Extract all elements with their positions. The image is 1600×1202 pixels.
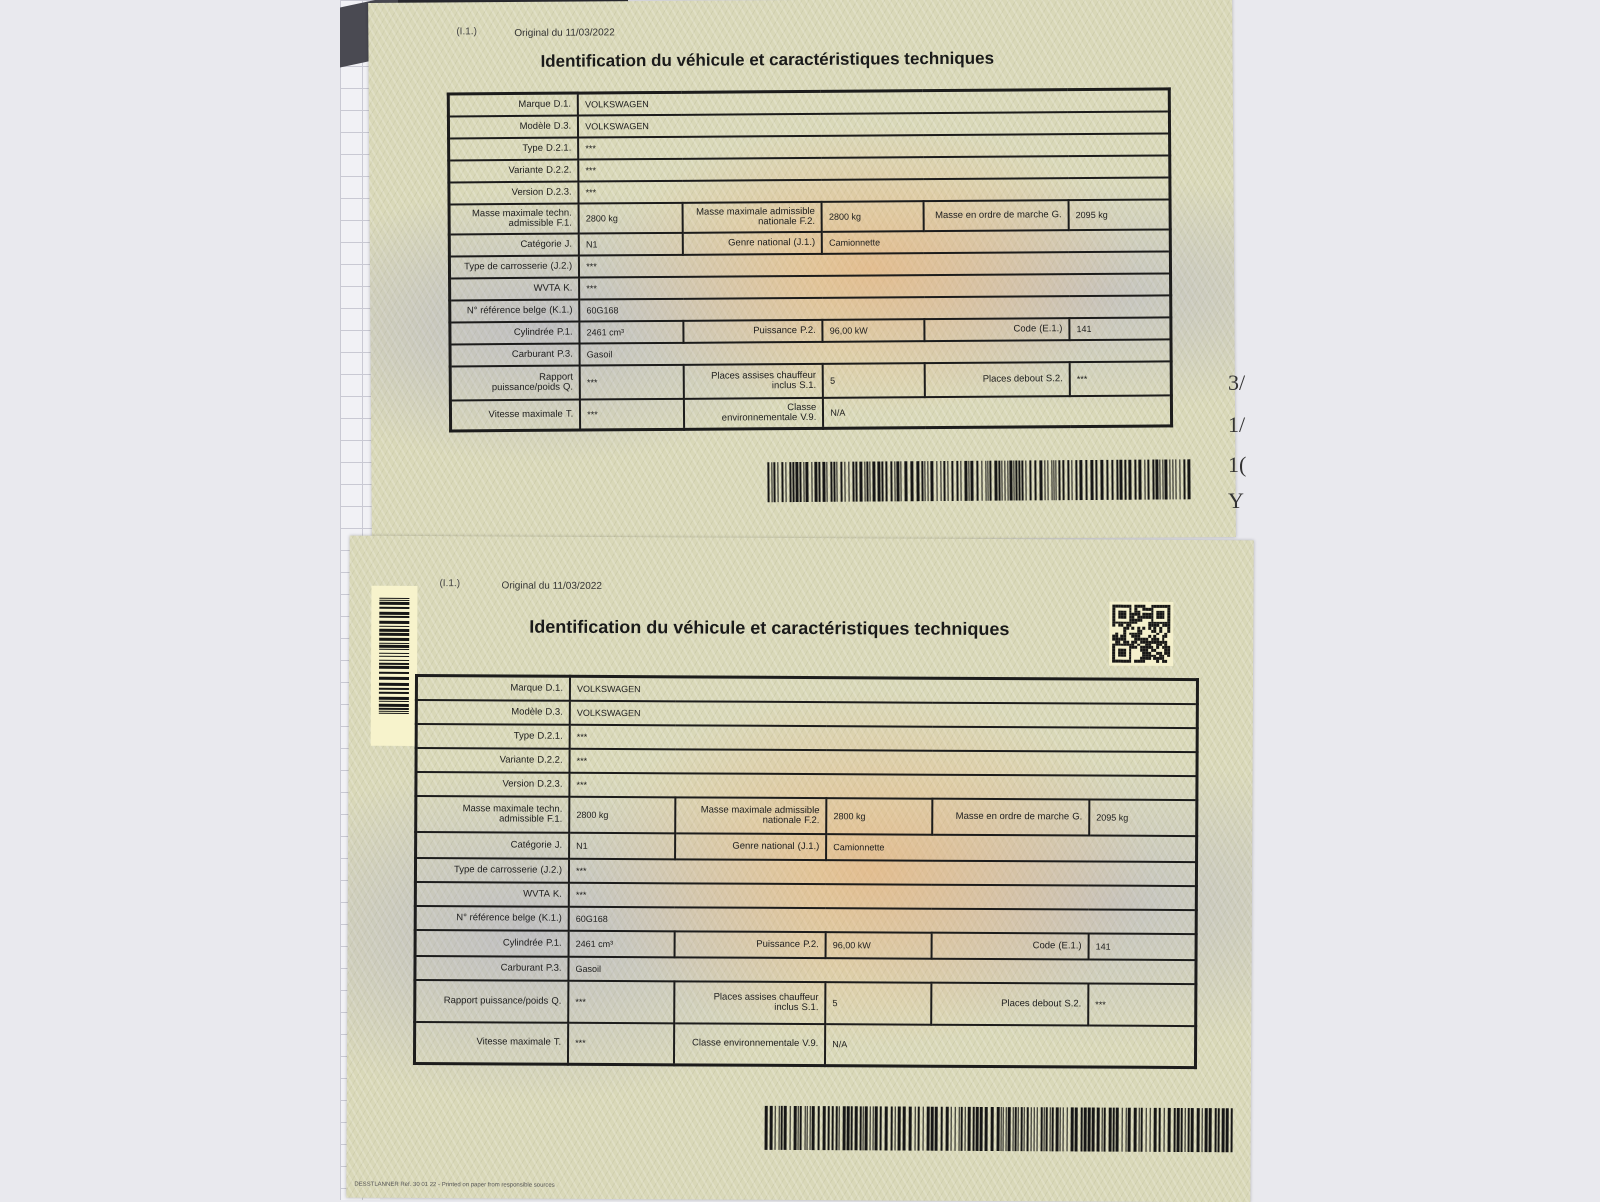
barcode: [767, 459, 1195, 502]
label-marque: Marque D.1.: [416, 675, 570, 700]
label-places-assises: Places assises chauffeur inclus S.1.: [674, 981, 826, 1024]
vertical-barcode: [379, 598, 410, 718]
value-puissance: 96,00 kW: [823, 319, 925, 342]
value-type: ***: [570, 724, 1198, 751]
vehicle-form-bottom: [413, 674, 1199, 1069]
label-places-assises: Places assises chauffeur inclus S.1.: [683, 364, 823, 399]
value-wvta: ***: [569, 882, 1197, 909]
value-code-e1: 141: [1089, 933, 1197, 960]
label-type: Type D.2.1.: [449, 138, 579, 161]
value-code-e1: 141: [1069, 317, 1171, 340]
original-date: Original du 11/03/2022: [501, 580, 602, 592]
value-variante: ***: [578, 155, 1169, 181]
original-date: Original du 11/03/2022: [514, 27, 615, 40]
row-categorie: [416, 831, 1197, 861]
label-variante: Variante D.2.2.: [416, 747, 570, 772]
value-wvta: ***: [579, 273, 1170, 299]
label-type: Type D.2.1.: [416, 723, 570, 748]
label-places-debout: Places debout S.2.: [931, 982, 1089, 1025]
background-handwriting: 1(: [1228, 452, 1247, 477]
label-rapport: Rapport puissance/poids Q.: [450, 366, 580, 401]
value-classe-env: N/A: [823, 395, 1171, 427]
value-rapport: ***: [568, 980, 674, 1023]
label-masse-max-techn: Masse maximale techn. admissible F.1.: [416, 795, 570, 832]
label-categorie: Catégorie J.: [449, 234, 579, 257]
label-vitesse: Vitesse maximale T.: [414, 1021, 568, 1064]
label-wvta: WVTA K.: [415, 881, 569, 906]
value-genre-national: Camionnette: [822, 229, 1170, 253]
label-puissance: Puissance P.2.: [683, 320, 823, 343]
label-ref-belge: N° référence belge (K.1.): [450, 300, 580, 323]
background-handwriting: 1/: [1228, 412, 1246, 437]
row-vitesse: [450, 395, 1171, 430]
label-modele: Modèle D.3.: [448, 116, 578, 139]
print-footer: DESSTLANNER Ref. 30 01 22 - Printed on paper from responsible sources: [354, 1181, 555, 1189]
value-places-debout: ***: [1070, 361, 1172, 396]
serial-number: (I.1.): [439, 578, 461, 590]
value-puissance: 96,00 kW: [826, 932, 932, 959]
label-code-e1: Code (E.1.): [924, 318, 1069, 341]
document-title: Identification du véhicule et caractéristiques techniques: [529, 616, 1010, 640]
value-masse-ordre: 2095 kg: [1069, 199, 1171, 230]
value-cylindree: 2461 cm³: [569, 930, 675, 957]
value-modele: VOLKSWAGEN: [570, 700, 1198, 727]
value-places-assises: 5: [825, 982, 931, 1025]
label-rapport: Rapport puissance/poids Q.: [415, 979, 569, 1022]
label-vitesse: Vitesse maximale T.: [450, 400, 580, 431]
label-type-carrosserie: Type de carrosserie (J.2.): [449, 256, 579, 279]
row-places: [450, 361, 1171, 400]
value-masse-max-techn: 2800 kg: [569, 796, 675, 833]
value-masse-ordre: 2095 kg: [1089, 799, 1197, 836]
value-places-assises: 5: [823, 363, 925, 398]
value-type-carrosserie: ***: [569, 858, 1197, 885]
label-version: Version D.2.3.: [416, 771, 570, 796]
value-version: ***: [579, 177, 1170, 203]
label-masse-ordre: Masse en ordre de marche G.: [923, 200, 1068, 231]
row-vitesse: [414, 1021, 1195, 1067]
value-version: ***: [569, 772, 1197, 799]
row-moteur: [415, 929, 1196, 959]
qr-code: [1109, 602, 1173, 666]
background-handwriting: 3/: [1228, 370, 1246, 395]
label-version: Version D.2.3.: [449, 182, 579, 205]
value-variante: ***: [570, 748, 1198, 775]
label-genre-national: Genre national (J.1.): [682, 232, 822, 255]
value-ref-belge: 60G168: [569, 906, 1197, 933]
label-masse-max-nat: Masse maximale admissible nationale F.2.: [682, 202, 822, 233]
value-rapport: ***: [580, 365, 684, 400]
value-categorie: N1: [579, 233, 683, 256]
background-handwriting: Y: [1228, 488, 1244, 513]
value-carburant: Gasoil: [580, 339, 1171, 365]
value-places-debout: ***: [1088, 983, 1196, 1026]
value-type: ***: [578, 133, 1169, 159]
value-vitesse: ***: [580, 399, 684, 430]
label-carburant: Carburant P.3.: [450, 344, 580, 367]
value-genre-national: Camionnette: [826, 834, 1196, 862]
vehicle-form-top: [447, 87, 1173, 432]
row-masses: [416, 795, 1197, 835]
label-ref-belge: N° référence belge (K.1.): [415, 905, 569, 930]
value-type-carrosserie: ***: [579, 251, 1170, 277]
value-marque: VOLKSWAGEN: [578, 89, 1169, 116]
label-wvta: WVTA K.: [450, 278, 580, 301]
label-variante: Variante D.2.2.: [449, 160, 579, 183]
value-masse-max-nat: 2800 kg: [822, 201, 924, 232]
value-masse-max-nat: 2800 kg: [826, 798, 932, 835]
registration-sheet-top: [368, 0, 1236, 543]
label-genre-national: Genre national (J.1.): [675, 833, 827, 860]
label-puissance: Puissance P.2.: [674, 931, 826, 958]
value-ref-belge: 60G168: [579, 295, 1170, 321]
label-masse-ordre: Masse en ordre de marche G.: [932, 798, 1089, 835]
label-marque: Marque D.1.: [448, 93, 578, 116]
value-vitesse: ***: [568, 1022, 674, 1065]
barcode: [765, 1106, 1237, 1152]
serial-number: (I.1.): [456, 26, 477, 38]
value-classe-env: N/A: [825, 1024, 1196, 1068]
label-classe-env: Classe environnementale V.9.: [674, 1023, 826, 1066]
vertical-barcode-label: [371, 586, 418, 746]
label-code-e1: Code (E.1.): [931, 932, 1088, 959]
label-cylindree: Cylindrée P.1.: [415, 929, 569, 956]
value-cylindree: 2461 cm³: [580, 321, 684, 344]
label-places-debout: Places debout S.2.: [924, 362, 1070, 397]
label-type-carrosserie: Type de carrosserie (J.2.): [415, 857, 569, 882]
label-masse-max-nat: Masse maximale admissible nationale F.2.: [675, 797, 827, 834]
registration-sheet-bottom: [346, 536, 1253, 1202]
label-categorie: Catégorie J.: [416, 831, 570, 858]
label-masse-max-techn: Masse maximale techn. admissible F.1.: [449, 204, 579, 235]
value-masse-max-techn: 2800 kg: [579, 203, 683, 234]
row-places: [415, 979, 1196, 1025]
value-marque: VOLKSWAGEN: [570, 676, 1198, 703]
document-title: Identification du véhicule et caractéristiques techniques: [540, 48, 995, 71]
label-classe-env: Classe environnementale V.9.: [683, 398, 823, 429]
value-modele: VOLKSWAGEN: [578, 111, 1169, 137]
label-carburant: Carburant P.3.: [415, 955, 569, 980]
value-categorie: N1: [569, 832, 675, 859]
value-carburant: Gasoil: [568, 956, 1196, 983]
label-modele: Modèle D.3.: [416, 699, 570, 724]
label-cylindree: Cylindrée P.1.: [450, 322, 580, 345]
